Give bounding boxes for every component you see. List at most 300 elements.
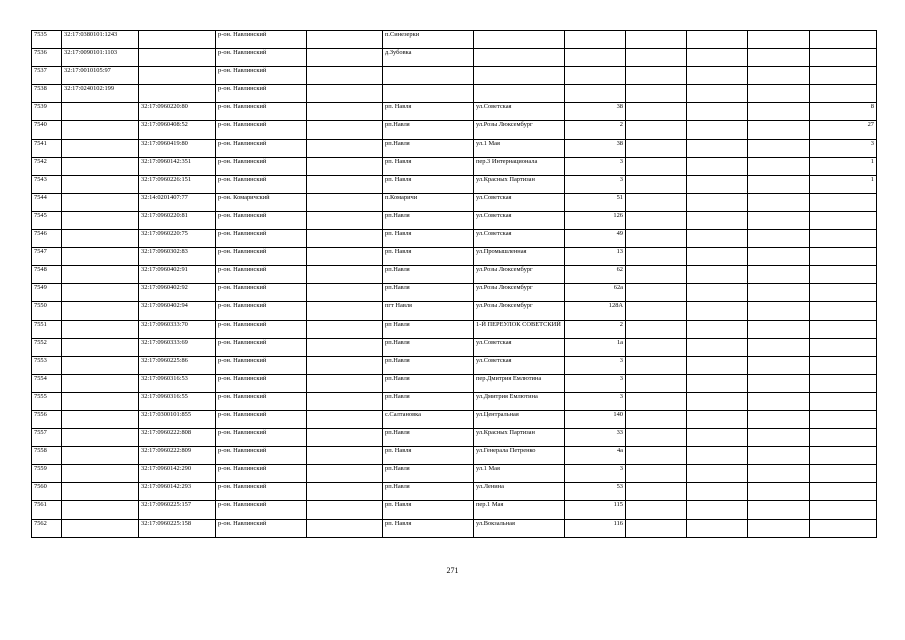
cell-cadastral-number-b: 32:17:0960142:290	[139, 465, 216, 483]
cell-cadastral-number-a	[62, 193, 139, 211]
cell-blank-1	[307, 392, 383, 410]
cell-blank-1	[307, 501, 383, 519]
cell-house-number: 4а	[565, 447, 626, 465]
cell-row-number: 7556	[32, 410, 62, 428]
cell-cadastral-number-b: 32:14:0201407:77	[139, 193, 216, 211]
cell-blank-4	[748, 211, 810, 229]
cell-apartment	[810, 501, 877, 519]
cell-settlement: с.Салтановка	[383, 410, 474, 428]
cell-blank-2	[626, 447, 687, 465]
cell-blank-2	[626, 157, 687, 175]
cell-blank-1	[307, 193, 383, 211]
cell-apartment	[810, 320, 877, 338]
cell-street	[474, 67, 565, 85]
cell-house-number: 3	[565, 356, 626, 374]
cell-blank-4	[748, 67, 810, 85]
table-row	[32, 320, 877, 338]
cell-blank-2	[626, 374, 687, 392]
cell-house-number: 140	[565, 410, 626, 428]
cell-district: р-он. Навлинский	[216, 230, 307, 248]
cell-blank-3	[687, 248, 748, 266]
cell-apartment	[810, 230, 877, 248]
cell-house-number: 2	[565, 121, 626, 139]
table-row	[32, 67, 877, 85]
cell-blank-4	[748, 31, 810, 49]
table-row	[32, 121, 877, 139]
cell-settlement: рп. Навля	[383, 230, 474, 248]
cell-row-number: 7553	[32, 356, 62, 374]
cell-row-number: 7537	[32, 67, 62, 85]
cell-blank-3	[687, 67, 748, 85]
cell-cadastral-number-b: 32:17:0960402:91	[139, 266, 216, 284]
cell-settlement: рп. Навля	[383, 157, 474, 175]
cell-cadastral-number-a	[62, 374, 139, 392]
cell-settlement: рп. Навля	[383, 175, 474, 193]
cell-district: р-он. Навлинский	[216, 410, 307, 428]
cell-cadastral-number-a: 32:17:0090101:1103	[62, 49, 139, 67]
cell-street: ул.Розы Люксембург	[474, 284, 565, 302]
cell-blank-2	[626, 175, 687, 193]
cell-house-number: 115	[565, 501, 626, 519]
cell-district: р-он. Навлинский	[216, 356, 307, 374]
cell-blank-2	[626, 392, 687, 410]
cell-street: ул.Розы Люксембург	[474, 121, 565, 139]
cell-apartment	[810, 410, 877, 428]
cell-blank-1	[307, 284, 383, 302]
cell-cadastral-number-b: 32:17:0960419:80	[139, 139, 216, 157]
cell-blank-1	[307, 410, 383, 428]
cell-apartment	[810, 447, 877, 465]
cell-street: ул.Розы Люксембург	[474, 266, 565, 284]
cell-blank-1	[307, 139, 383, 157]
cell-cadastral-number-b: 32:17:0960402:94	[139, 302, 216, 320]
cell-blank-1	[307, 356, 383, 374]
cell-settlement: рп. Навля	[383, 103, 474, 121]
cell-blank-1	[307, 519, 383, 537]
cell-blank-2	[626, 410, 687, 428]
cell-cadastral-number-a	[62, 284, 139, 302]
cell-blank-1	[307, 67, 383, 85]
cell-street: пер.1 Мая	[474, 501, 565, 519]
cell-blank-4	[748, 248, 810, 266]
cell-cadastral-number-a	[62, 519, 139, 537]
cell-house-number: 49	[565, 230, 626, 248]
cell-row-number: 7549	[32, 284, 62, 302]
cell-blank-4	[748, 121, 810, 139]
cell-row-number: 7536	[32, 49, 62, 67]
cell-settlement: п.Синезерки	[383, 31, 474, 49]
cell-district: р-он. Навлинский	[216, 67, 307, 85]
cell-apartment	[810, 429, 877, 447]
cell-blank-2	[626, 284, 687, 302]
cell-district: р-он. Навлинский	[216, 175, 307, 193]
cell-blank-1	[307, 248, 383, 266]
cell-settlement: рп. Навля	[383, 519, 474, 537]
table-row	[32, 302, 877, 320]
cell-blank-4	[748, 519, 810, 537]
cell-settlement: рп.Навля	[383, 338, 474, 356]
cell-cadastral-number-b	[139, 49, 216, 67]
cell-row-number: 7552	[32, 338, 62, 356]
cell-settlement: рп.Навля	[383, 465, 474, 483]
table-row	[32, 49, 877, 67]
cell-blank-1	[307, 483, 383, 501]
cell-district: р-он. Навлинский	[216, 103, 307, 121]
cell-settlement: рп.Навля	[383, 392, 474, 410]
cell-settlement: рп.Навля	[383, 211, 474, 229]
cell-house-number: 3	[565, 392, 626, 410]
cell-blank-3	[687, 175, 748, 193]
cell-street: ул.Дмитрия Емлютина	[474, 392, 565, 410]
cell-settlement	[383, 67, 474, 85]
cell-blank-1	[307, 429, 383, 447]
cell-district: р-он. Навлинский	[216, 320, 307, 338]
cell-blank-1	[307, 374, 383, 392]
cell-house-number: 3	[565, 374, 626, 392]
cell-blank-1	[307, 447, 383, 465]
table-body	[32, 31, 877, 538]
cell-blank-4	[748, 392, 810, 410]
cell-apartment	[810, 31, 877, 49]
cell-cadastral-number-a	[62, 501, 139, 519]
cell-street: ул.Советская	[474, 211, 565, 229]
cell-row-number: 7561	[32, 501, 62, 519]
table-row	[32, 175, 877, 193]
table-row	[32, 356, 877, 374]
cell-cadastral-number-b: 32:17:0960225:157	[139, 501, 216, 519]
cell-apartment	[810, 465, 877, 483]
cell-cadastral-number-b: 32:17:0960316:55	[139, 392, 216, 410]
cell-cadastral-number-b: 32:17:0960402:92	[139, 284, 216, 302]
cell-blank-1	[307, 157, 383, 175]
cell-blank-3	[687, 519, 748, 537]
cell-blank-3	[687, 49, 748, 67]
cell-blank-4	[748, 157, 810, 175]
cell-district: р-он. Навлинский	[216, 211, 307, 229]
cell-cadastral-number-b	[139, 85, 216, 103]
cell-blank-4	[748, 49, 810, 67]
cell-blank-1	[307, 175, 383, 193]
cell-street: 1-Й ПЕРЕУЛОК СОВЕТСКИЙ	[474, 320, 565, 338]
cell-blank-3	[687, 465, 748, 483]
cell-apartment	[810, 193, 877, 211]
cell-district: р-он. Навлинский	[216, 85, 307, 103]
cell-cadastral-number-b: 32:17:0960225:86	[139, 356, 216, 374]
cell-row-number: 7557	[32, 429, 62, 447]
cell-house-number: 62а	[565, 284, 626, 302]
cell-row-number: 7554	[32, 374, 62, 392]
cell-blank-1	[307, 302, 383, 320]
cell-apartment	[810, 211, 877, 229]
cell-cadastral-number-b: 32:17:0960220:81	[139, 211, 216, 229]
cell-cadastral-number-b	[139, 31, 216, 49]
cell-blank-3	[687, 31, 748, 49]
cell-house-number: 38	[565, 103, 626, 121]
cell-district: р-он. Навлинский	[216, 483, 307, 501]
cell-cadastral-number-a	[62, 103, 139, 121]
cell-blank-2	[626, 266, 687, 284]
cell-blank-4	[748, 284, 810, 302]
cell-blank-3	[687, 284, 748, 302]
cell-apartment	[810, 519, 877, 537]
cell-street: ул.Советская	[474, 338, 565, 356]
cell-cadastral-number-b: 32:17:0960408:52	[139, 121, 216, 139]
cell-house-number	[565, 67, 626, 85]
cell-street: ул.Советская	[474, 103, 565, 121]
cell-district: р-он. Навлинский	[216, 302, 307, 320]
cell-apartment: 1	[810, 175, 877, 193]
cell-district: р-он. Навлинский	[216, 31, 307, 49]
cell-street: ул.1 Мая	[474, 139, 565, 157]
cell-district: р-он. Навлинский	[216, 465, 307, 483]
cell-row-number: 7555	[32, 392, 62, 410]
cell-cadastral-number-a	[62, 157, 139, 175]
cell-cadastral-number-a	[62, 429, 139, 447]
cell-blank-2	[626, 103, 687, 121]
cell-row-number: 7539	[32, 103, 62, 121]
cell-row-number: 7551	[32, 320, 62, 338]
cell-district: р-он. Навлинский	[216, 374, 307, 392]
cell-row-number: 7558	[32, 447, 62, 465]
table-row	[32, 410, 877, 428]
cell-house-number: 128А	[565, 302, 626, 320]
cell-blank-2	[626, 356, 687, 374]
cell-settlement: рп.Навля	[383, 266, 474, 284]
table-row	[32, 374, 877, 392]
cell-blank-2	[626, 429, 687, 447]
cell-street: пер.Дмитрия Емлютина	[474, 374, 565, 392]
cell-blank-2	[626, 302, 687, 320]
cell-blank-3	[687, 356, 748, 374]
cell-apartment	[810, 338, 877, 356]
cell-district: р-он. Навлинский	[216, 49, 307, 67]
cell-settlement: пгт Навля	[383, 302, 474, 320]
cell-house-number: 2	[565, 320, 626, 338]
cell-district: р-он. Навлинский	[216, 139, 307, 157]
cell-blank-2	[626, 465, 687, 483]
cell-cadastral-number-a	[62, 139, 139, 157]
cell-blank-1	[307, 85, 383, 103]
cell-row-number: 7544	[32, 193, 62, 211]
cell-apartment: 27	[810, 121, 877, 139]
cell-settlement	[383, 85, 474, 103]
table-row	[32, 501, 877, 519]
cell-row-number: 7546	[32, 230, 62, 248]
cell-blank-4	[748, 447, 810, 465]
cell-cadastral-number-a	[62, 266, 139, 284]
cell-row-number: 7543	[32, 175, 62, 193]
table-row	[32, 519, 877, 537]
cell-cadastral-number-a	[62, 211, 139, 229]
cell-row-number: 7538	[32, 85, 62, 103]
table-row	[32, 429, 877, 447]
cell-street	[474, 49, 565, 67]
cell-cadastral-number-a	[62, 302, 139, 320]
cell-street: ул.Центральная	[474, 410, 565, 428]
cell-house-number: 3	[565, 157, 626, 175]
page-number: 271	[446, 566, 459, 575]
table-row	[32, 338, 877, 356]
cell-blank-4	[748, 320, 810, 338]
cell-apartment	[810, 392, 877, 410]
cell-house-number: 126	[565, 211, 626, 229]
cell-blank-4	[748, 175, 810, 193]
cell-blank-4	[748, 230, 810, 248]
cell-settlement: рп.Навля	[383, 374, 474, 392]
cell-cadastral-number-a	[62, 465, 139, 483]
cell-apartment	[810, 67, 877, 85]
cell-row-number: 7540	[32, 121, 62, 139]
cell-blank-2	[626, 248, 687, 266]
cell-blank-4	[748, 501, 810, 519]
cell-blank-2	[626, 67, 687, 85]
cell-district: р-он. Навлинский	[216, 248, 307, 266]
cell-cadastral-number-b: 32:17:0960316:53	[139, 374, 216, 392]
cell-blank-3	[687, 230, 748, 248]
cell-street: ул.1 Мая	[474, 465, 565, 483]
cell-blank-1	[307, 465, 383, 483]
cell-row-number: 7541	[32, 139, 62, 157]
cell-settlement: рп. Навля	[383, 248, 474, 266]
cell-district: р-он. Навлинский	[216, 284, 307, 302]
cell-blank-4	[748, 465, 810, 483]
cell-house-number: 3	[565, 465, 626, 483]
cell-row-number: 7560	[32, 483, 62, 501]
cell-settlement: рп. Навля	[383, 501, 474, 519]
cell-cadastral-number-a	[62, 392, 139, 410]
cell-blank-3	[687, 139, 748, 157]
cell-street: ул.Генерала Петренко	[474, 447, 565, 465]
cell-house-number: 33	[565, 429, 626, 447]
cell-cadastral-number-b: 32:17:0960302:83	[139, 248, 216, 266]
cell-house-number: 3	[565, 175, 626, 193]
cell-blank-4	[748, 374, 810, 392]
cell-house-number: 53	[565, 483, 626, 501]
cell-apartment	[810, 248, 877, 266]
cell-cadastral-number-b: 32:17:0960220:75	[139, 230, 216, 248]
cell-row-number: 7542	[32, 157, 62, 175]
cell-blank-3	[687, 157, 748, 175]
cell-row-number: 7547	[32, 248, 62, 266]
cell-cadastral-number-b: 32:17:0960220:80	[139, 103, 216, 121]
table-row	[32, 85, 877, 103]
cell-blank-2	[626, 139, 687, 157]
cell-cadastral-number-a	[62, 121, 139, 139]
cell-blank-2	[626, 501, 687, 519]
cell-blank-1	[307, 230, 383, 248]
cell-blank-2	[626, 31, 687, 49]
cell-apartment	[810, 85, 877, 103]
cell-district: р-он. Навлинский	[216, 157, 307, 175]
cell-settlement: рп.Навля	[383, 429, 474, 447]
cell-row-number: 7548	[32, 266, 62, 284]
cell-apartment	[810, 483, 877, 501]
cell-district: р-он. Навлинский	[216, 338, 307, 356]
cell-cadastral-number-a	[62, 230, 139, 248]
table-row	[32, 230, 877, 248]
cell-settlement: рп.Навля	[383, 121, 474, 139]
cell-row-number: 7545	[32, 211, 62, 229]
cell-house-number: 51	[565, 193, 626, 211]
cell-street: ул.Советская	[474, 193, 565, 211]
table-row	[32, 31, 877, 49]
cell-blank-3	[687, 392, 748, 410]
cell-blank-4	[748, 266, 810, 284]
cell-row-number: 7550	[32, 302, 62, 320]
table-row	[32, 483, 877, 501]
cell-apartment: 1	[810, 157, 877, 175]
cell-blank-3	[687, 211, 748, 229]
table-row	[32, 284, 877, 302]
cell-house-number: 62	[565, 266, 626, 284]
cell-cadastral-number-a: 32:17:0010105:97	[62, 67, 139, 85]
cell-apartment: 3	[810, 139, 877, 157]
cell-settlement: рп.Навля	[383, 356, 474, 374]
cell-district: р-он. Навлинский	[216, 519, 307, 537]
registry-table	[31, 30, 877, 538]
cell-cadastral-number-b	[139, 67, 216, 85]
cell-street: ул.Красных Партизан	[474, 175, 565, 193]
cell-blank-3	[687, 410, 748, 428]
cell-street: ул.Вокзальная	[474, 519, 565, 537]
cell-blank-3	[687, 374, 748, 392]
cell-district: р-он. Навлинский	[216, 266, 307, 284]
cell-street: ул.Розы Люксембург	[474, 302, 565, 320]
cell-settlement: рп.Навля	[383, 284, 474, 302]
cell-blank-4	[748, 139, 810, 157]
cell-cadastral-number-a	[62, 447, 139, 465]
cell-blank-1	[307, 211, 383, 229]
cell-blank-3	[687, 85, 748, 103]
cell-blank-1	[307, 121, 383, 139]
cell-row-number: 7559	[32, 465, 62, 483]
cell-cadastral-number-a	[62, 248, 139, 266]
cell-blank-3	[687, 266, 748, 284]
cell-blank-4	[748, 410, 810, 428]
cell-apartment	[810, 49, 877, 67]
cell-cadastral-number-a	[62, 320, 139, 338]
table-row	[32, 157, 877, 175]
cell-district: р-он. Навлинский	[216, 501, 307, 519]
table-row	[32, 248, 877, 266]
cell-blank-1	[307, 49, 383, 67]
cell-cadastral-number-a: 32:17:0240102:199	[62, 85, 139, 103]
cell-street: ул.Советская	[474, 230, 565, 248]
cell-district: р-он. Навлинский	[216, 429, 307, 447]
cell-street	[474, 85, 565, 103]
cell-apartment	[810, 374, 877, 392]
cell-blank-2	[626, 230, 687, 248]
cell-blank-2	[626, 320, 687, 338]
cell-cadastral-number-a	[62, 338, 139, 356]
cell-street: ул.Красных Партизан	[474, 429, 565, 447]
cell-blank-4	[748, 483, 810, 501]
cell-cadastral-number-b: 32:17:0300101:855	[139, 410, 216, 428]
cell-cadastral-number-b: 32:17:0960333:69	[139, 338, 216, 356]
cell-street: пер.3 Интернационала	[474, 157, 565, 175]
cell-house-number: 13	[565, 248, 626, 266]
cell-cadastral-number-a	[62, 410, 139, 428]
cell-district: р-он. Навлинский	[216, 447, 307, 465]
cell-blank-3	[687, 302, 748, 320]
cell-cadastral-number-a	[62, 356, 139, 374]
cell-blank-1	[307, 266, 383, 284]
cell-district: р-он. Навлинский	[216, 121, 307, 139]
table-row	[32, 392, 877, 410]
cell-apartment: 8	[810, 103, 877, 121]
cell-blank-1	[307, 31, 383, 49]
cell-cadastral-number-b: 32:17:0960333:70	[139, 320, 216, 338]
